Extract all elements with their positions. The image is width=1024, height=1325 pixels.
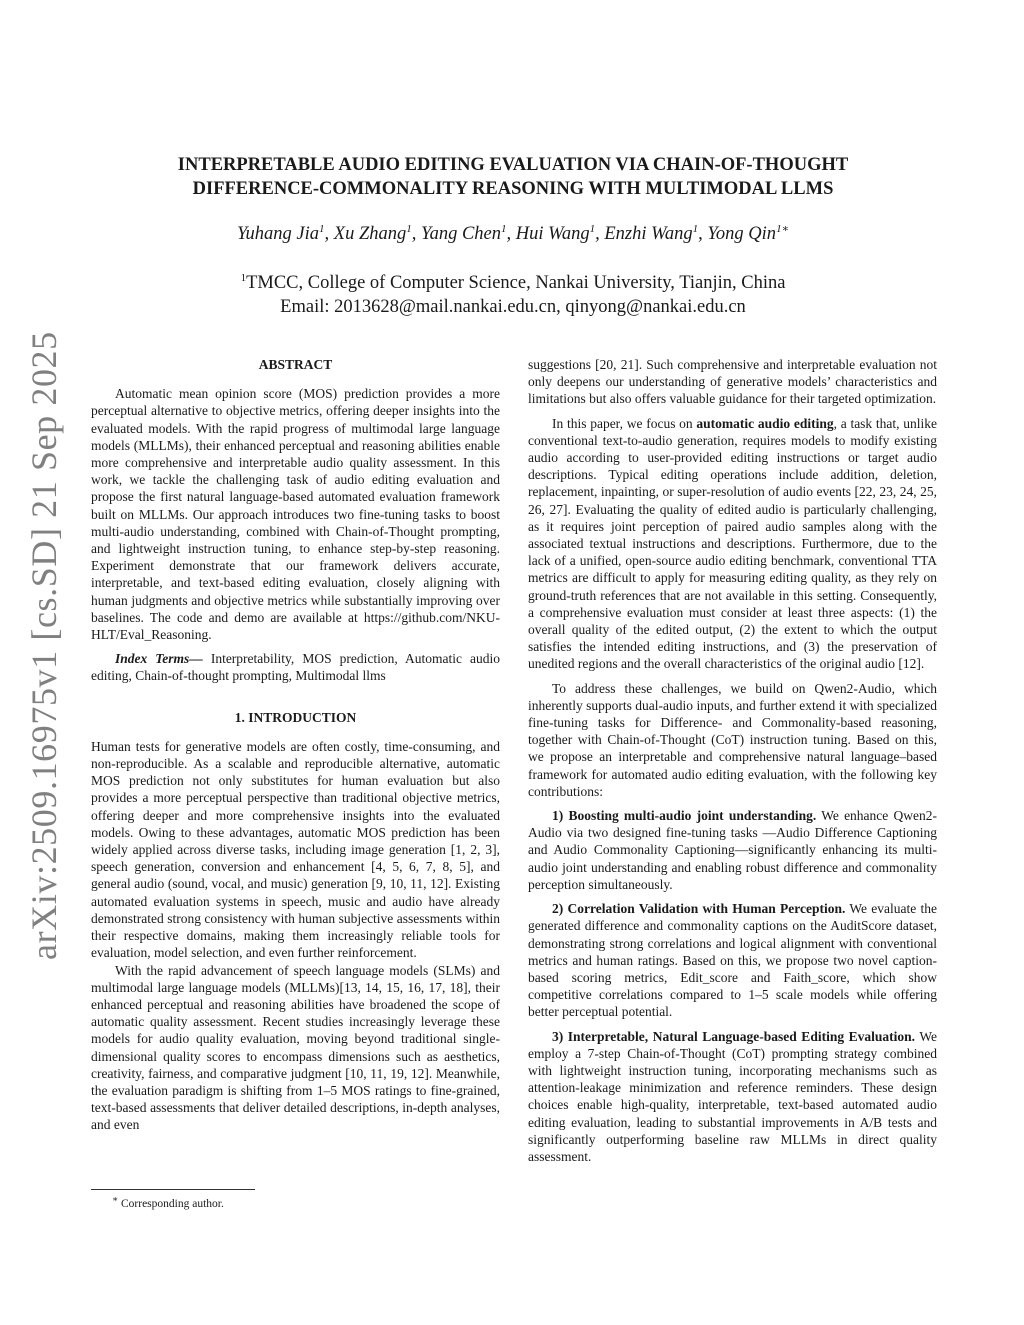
right-paragraph-2 [528, 415, 937, 673]
contribution-1 [528, 807, 937, 893]
author-affiliation-mark: 1 [692, 223, 699, 235]
contribution-1-head: 1) Boosting multi-audio joint understanding. [552, 808, 817, 824]
intro-paragraph-1: Human tests for generative models are often costly, time-consuming, and non-reproducible. As a scalable and reproducible alternative, automatic MOS prediction not only substitutes for human evaluation but also provides a more perceptual perspective than traditional objective metrics, offering deeper and more comprehensive insights into the evaluated models. Owing to these advantages, automatic MOS prediction has been widely applied across diverse tasks, including image generation [1, 2, 3], speech generation, conversion and enhancement [4, 5, 6, 7, 8, 5], and general audio (sound, vocal, and music) generation [9, 10, 11, 12]. Existing automated evaluation systems in speech, music and audio have already demonstrated strong consistency with human subjective assessments within their respective domains, making them increasingly reliable tools for evaluation, model selection, and even further reinforcement. [91, 738, 500, 961]
contribution-2 [528, 900, 937, 1020]
author-affiliation-mark: 1 [319, 223, 325, 235]
contribution-1-body: We enhance Qwen2-Audio via two designed fine-tuning tasks —Audio Difference Captioning and Audio Commonality Captioning—significantly enhancing its multi-audio joint understanding and enabling robust difference and commonality perception simultaneously. [528, 808, 937, 892]
author-name: Enzhi Wang [604, 224, 693, 244]
author-separator: , [324, 224, 334, 244]
author-affiliation-mark: 1 [589, 223, 596, 235]
contribution-2-head: 2) Correlation Validation with Human Perception. [552, 901, 846, 917]
contribution-3 [528, 1028, 937, 1166]
abstract-text: Automatic mean opinion score (MOS) prediction provides a more perceptual alternative to objective metrics, offering deeper insights into the evaluated models. With the rapid progress of multimodal large language models (MLLMs), their enhanced perceptual and reasoning abilities enable more comprehensive and interpretable audio quality assessment. In this work, we tackle the challenging task of audio editing evaluation and propose the first natural language-based automated evaluation framework built on MLLMs. Our approach introduces two fine-tuning tasks to boost multi-audio understanding, combined with Chain-of-Thought prompting, and lightweight instruction tuning, to enhance step-by-step reasoning. Experiment demonstrate that our framework delivers accurate, interpretable, and text-based editing evaluation, closely aligning with human judgments and objective metrics while substantially improving over baselines. The code and demo are available at https://github.com/NKU-HLT/Eval_Reasoning. [91, 386, 500, 643]
p2-bold: automatic audio editing [696, 415, 834, 431]
affiliation-block [100, 266, 926, 319]
index-terms-text: Interpretability, MOS prediction, Automatic audio editing, Chain-of-thought prompting, Multimodal llms [91, 651, 500, 684]
contribution-2-body: We evaluate the generated difference and commonality captions on the AuditScore dataset, demonstrating strong correlations and logical alignment with conventional metrics and human ratings. Based on this, we propose two novel caption-based scoring metrics, Edit_score and Faith_score, which show competitive correlations compared to 1–5 scale models while offering better perceptual potential. [528, 901, 938, 1020]
p2-pre: In this paper, we focus on [552, 415, 697, 431]
author-separator: , [411, 224, 421, 244]
author-name: Yuhang Jia [236, 224, 320, 244]
affiliation-text: TMCC, College of Computer Science, Nankai University, Tianjin, China [246, 273, 786, 293]
author-separator: , [698, 224, 708, 244]
author-name: Hui Wang [515, 224, 590, 244]
footnote [112, 1194, 224, 1210]
abstract-heading: ABSTRACT [258, 357, 333, 372]
p2-post: , a task that, unlike conventional text-to-audio generation, requires models to modify existing audio according to user-provided editing instructions or target audio descriptions. Typical editing operations include addition, deletion, replacement, inpainting, or super-resolution of audio events [22, 23, 24, 25, 26, 27]. Evaluating the quality of edited audio is particularly challenging, as it requires joint perception of paired audio samples along with the associated textual instructions and descriptions. Furthermore, due to the lack of a unified, open-source audio editing benchmark, conventional TTA metrics are difficult to apply for measuring editing quality, as they rely on ground-truth references that are not available in this setting. Consequently, a comprehensive evaluation must consider at least three aspects: (1) the overall quality of the edited output, (2) the extent to which the output satisfies the intended editing instructions, and (3) the preservation of unedited regions and the overall characteristics of the original audio [12]. [528, 415, 937, 672]
affiliation-mark: 1 [240, 272, 247, 284]
email-line: Email: 2013628@mail.nankai.edu.cn, qinyong@nankai.edu.cn [280, 297, 746, 317]
right-column [528, 356, 937, 1165]
introduction-heading: 1. INTRODUCTION [234, 709, 357, 725]
author-name: Yong Qin [707, 224, 777, 244]
author-affiliation-mark: 1 [501, 223, 507, 235]
affiliation [100, 266, 926, 295]
index-terms-label: Index Terms— [115, 651, 203, 667]
author-affiliation-mark: 1∗ [776, 223, 790, 235]
author-name: Yang Chen [420, 224, 502, 244]
contribution-3-head: 3) Interpretable, Natural Language-based Editing Evaluation. [552, 1028, 916, 1044]
author-list [100, 222, 926, 245]
index-terms [91, 650, 500, 684]
intro-paragraph-2: With the rapid advancement of speech language models (SLMs) and multimodal large language models (MLLMs)[13, 14, 15, 16, 17, 18], their enhanced perceptual and reasoning abilities have broadened the scope of automatic quality assessment. Recent studies increasingly leverage these models for audio quality evaluation, moving beyond traditional single-dimensional quality scores to encompass dimensions such as aesthetics, creativity, fairness, and comparative judgment [10, 11, 19, 12]. Meanwhile, the evaluation paradigm is shifting from 1–5 MOS ratings to fine-grained, text-based assessments that deliver detailed descriptions, in-depth analyses, and even [91, 962, 500, 1133]
footnote-rule [91, 1189, 255, 1190]
author-separator: , [595, 224, 605, 244]
author-separator: , [506, 224, 516, 244]
contribution-3-body: We employ a 7-step Chain-of-Thought (CoT) prompting strategy combined with lightweight instruction tuning, incorporating mechanisms such as attention-leakage minimization and reference reminders. These design choices enable high-quality, interpretable, text-based automated audio editing evaluation, leading to substantial improvements in A/B tests and significantly outperforming baseline raw MLLMs in direct quality assessment. [528, 1028, 937, 1164]
right-paragraph-3: To address these challenges, we build on Qwen2-Audio, which inherently supports dual-audio inputs, and further extend it with specialized fine-tuning tasks for Difference- and Commonality-based reasoning, together with Chain-of-Thought (CoT) instruction tuning. Based on this, we propose an interpretable and comprehensive natural language–based framework for automated audio editing evaluation, with the following key contributions: [528, 680, 937, 799]
paper-title [100, 153, 926, 201]
left-column [91, 356, 500, 1134]
author-affiliation-mark: 1 [406, 223, 412, 235]
arxiv-side-stamp: arXiv:2509.16975v1 [cs.SD] 21 Sep 2025 [24, 331, 64, 960]
title-line-1: INTERPRETABLE AUDIO EDITING EVALUATION VIA CHAIN-OF-THOUGHT [177, 155, 849, 175]
right-paragraph-1: suggestions [20, 21]. Such comprehensive and interpretable evaluation not only deepens our understanding of generative models’ characteristics and limitations but also offers valuable guidance for their targeted optimization. [528, 357, 937, 407]
footnote-mark: ∗ [112, 1194, 119, 1204]
footnote-text: Corresponding author. [118, 1197, 224, 1210]
author-name: Xu Zhang [333, 224, 407, 244]
title-line-2: DIFFERENCE-COMMONALITY REASONING WITH MULTIMODAL LLMS [192, 179, 834, 199]
